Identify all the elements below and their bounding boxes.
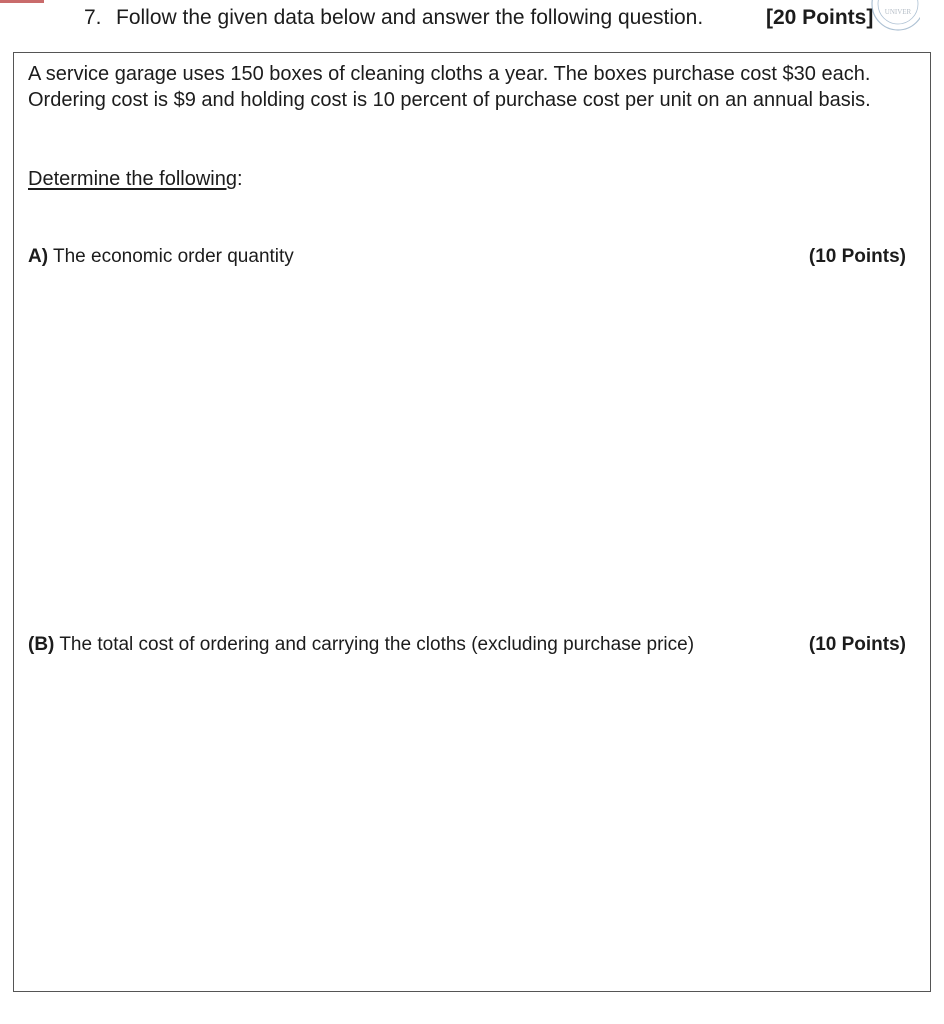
question-number: 7. — [84, 6, 102, 29]
university-seal-icon — [868, 0, 920, 32]
question-box — [13, 52, 931, 992]
determine-colon: : — [237, 168, 243, 190]
corner-mark — [0, 0, 44, 3]
part-b-points: (10 Points) — [808, 634, 906, 655]
question-text: Follow the given data below and answer the following question. — [116, 6, 704, 29]
part-b — [28, 632, 906, 658]
part-b-text: The total cost of ordering and carrying the cloths (excluding purchase price) — [54, 634, 695, 655]
seal-text: UNIVER — [884, 8, 912, 16]
part-a-label: A) — [28, 246, 49, 267]
part-a — [28, 244, 906, 270]
problem-statement: A service garage uses 150 boxes of cleaning cloths a year. The boxes purchase cost $30 each. Ordering cost is $9 and holding cost is 10 percent of purchase cost per unit on an annual basis. — [28, 63, 871, 111]
question-points: [20 Points] — [766, 6, 874, 29]
part-a-text: The economic order quantity — [48, 246, 294, 267]
question-header — [84, 4, 944, 32]
determine-label: Determine the following — [28, 168, 237, 190]
part-b-label: (B) — [28, 634, 55, 655]
determine-heading — [28, 166, 243, 192]
part-a-points: (10 Points) — [808, 246, 906, 267]
